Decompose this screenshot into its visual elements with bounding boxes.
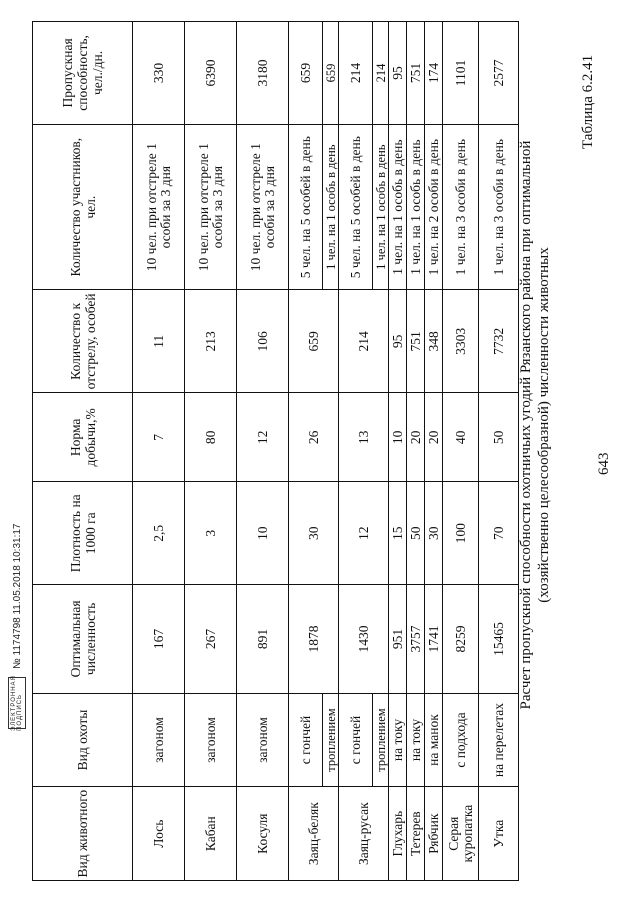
cell-animal: Заяц-беляк (289, 787, 339, 881)
cell-animal: Серая куропатка (443, 787, 479, 881)
cell-norm: 10 (389, 393, 407, 482)
cell-quota: 213 (185, 290, 237, 393)
cell-optimal: 15465 (479, 585, 519, 694)
cell-quota: 214 (339, 290, 389, 393)
cell-capacity: 751 (407, 22, 425, 125)
table-row (289, 22, 323, 881)
cell-participants: 1 чел. на 3 особи в день (443, 124, 479, 290)
cell-participants: 5 чел. на 5 особей в день (289, 124, 323, 290)
cell-norm: 80 (185, 393, 237, 482)
cell-capacity: 6390 (185, 22, 237, 125)
cell-norm: 7 (133, 393, 185, 482)
cell-animal: Рябчик (425, 787, 443, 881)
cell-quota: 3303 (443, 290, 479, 393)
cell-capacity: 214 (373, 22, 389, 125)
heading-line-2: (хозяйственно целесообразной) численности животных (536, 247, 552, 603)
cell-quota: 95 (389, 290, 407, 393)
cell-optimal: 8259 (443, 585, 479, 694)
cell-capacity: 95 (389, 22, 407, 125)
cell-hunt: на манок (425, 693, 443, 787)
table-row (185, 22, 237, 881)
cell-quota: 659 (289, 290, 339, 393)
cell-density: 30 (289, 482, 339, 585)
cell-hunt: троплением (373, 693, 389, 787)
page-number: 643 (596, 452, 612, 475)
cell-density: 30 (425, 482, 443, 585)
cell-density: 12 (339, 482, 389, 585)
header-density: Плотность на 1000 га (33, 482, 133, 585)
cell-capacity: 659 (289, 22, 323, 125)
cell-participants: 10 чел. при отстреле 1 особи за 3 дня (237, 124, 289, 290)
stamp-icon (8, 677, 26, 729)
cell-hunt: с подхода (443, 693, 479, 787)
cell-norm: 40 (443, 393, 479, 482)
table-row (237, 22, 289, 881)
cell-hunt: загоном (185, 693, 237, 787)
cell-density: 70 (479, 482, 519, 585)
cell-norm: 20 (425, 393, 443, 482)
header-capacity: Пропускная способность, чел./дн. (33, 22, 133, 125)
cell-hunt: с гончей (339, 693, 373, 787)
cell-animal: Глухарь (389, 787, 407, 881)
cell-quota: 7732 (479, 290, 519, 393)
cell-density: 2,5 (133, 482, 185, 585)
cell-quota: 348 (425, 290, 443, 393)
cell-animal: Тетерев (407, 787, 425, 881)
cell-animal: Заяц-русак (339, 787, 389, 881)
cell-participants: 10 чел. при отстреле 1 особи за 3 дня (133, 124, 185, 290)
cell-hunt: на перелетах (479, 693, 519, 787)
table-row (479, 22, 519, 881)
cell-density: 3 (185, 482, 237, 585)
cell-capacity: 214 (339, 22, 373, 125)
cell-hunt: троплением (323, 693, 339, 787)
header-hunt-type: Вид охоты (33, 693, 133, 787)
header-animal: Вид животного (33, 787, 133, 881)
header-optimal: Оптимальная численность (33, 585, 133, 694)
cell-participants: 5 чел. на 5 особей в день (339, 124, 373, 290)
header-participants: Количество участников, чел. (33, 124, 133, 290)
cell-norm: 50 (479, 393, 519, 482)
cell-quota: 11 (133, 290, 185, 393)
table-label: Таблица 6.2.41 (580, 54, 596, 149)
cell-capacity: 174 (425, 22, 443, 125)
table-row (443, 22, 479, 881)
cell-participants: 10 чел. при отстреле 1 особи за 3 дня (185, 124, 237, 290)
table-row (425, 22, 443, 881)
cell-hunt: загоном (237, 693, 289, 787)
cell-optimal: 1741 (425, 585, 443, 694)
cell-participants: 1 чел. на 3 особи в день (479, 124, 519, 290)
certificate-number: № 1174798 11.05.2018 10:31:17 (11, 523, 23, 669)
cell-participants: 1 чел. на 1 особь в день (407, 124, 425, 290)
header-norm: Норма добычи,% (33, 393, 133, 482)
cell-hunt: загоном (133, 693, 185, 787)
cell-capacity: 330 (133, 22, 185, 125)
cell-participants: 1 чел. на 1 особь в день (373, 124, 389, 290)
cell-animal: Утка (479, 787, 519, 881)
cell-animal: Кабан (185, 787, 237, 881)
cell-hunt: на току (407, 693, 425, 787)
capacity-table (32, 21, 519, 881)
cell-animal: Косуля (237, 787, 289, 881)
certificate-line (8, 524, 26, 729)
cell-optimal: 891 (237, 585, 289, 694)
cell-capacity: 2577 (479, 22, 519, 125)
cell-density: 15 (389, 482, 407, 585)
cell-optimal: 3757 (407, 585, 425, 694)
cell-participants: 1 чел. на 1 особь в день (389, 124, 407, 290)
cell-participants: 1 чел. на 2 особи в день (425, 124, 443, 290)
header-row (33, 22, 133, 881)
cell-hunt: на току (389, 693, 407, 787)
cell-capacity: 1101 (443, 22, 479, 125)
cell-animal: Лось (133, 787, 185, 881)
cell-norm: 26 (289, 393, 339, 482)
cell-norm: 12 (237, 393, 289, 482)
cell-density: 100 (443, 482, 479, 585)
cell-quota: 751 (407, 290, 425, 393)
table-heading (517, 45, 553, 805)
table-row (407, 22, 425, 881)
cell-optimal: 167 (133, 585, 185, 694)
cell-norm: 20 (407, 393, 425, 482)
cell-capacity: 3180 (237, 22, 289, 125)
table-row (133, 22, 185, 881)
cell-hunt: с гончей (289, 693, 323, 787)
stamp-text: ЭЛЕКТРОННАЯ ПОДПИСЬ (11, 675, 23, 731)
cell-quota: 106 (237, 290, 289, 393)
cell-norm: 13 (339, 393, 389, 482)
cell-optimal: 1878 (289, 585, 339, 694)
header-quota: Количество к отстрелу, особей (33, 290, 133, 393)
cell-capacity: 659 (323, 22, 339, 125)
cell-density: 10 (237, 482, 289, 585)
cell-density: 50 (407, 482, 425, 585)
table-row (389, 22, 407, 881)
heading-line-1: Расчет пропускной способности охотничьих угодий Рязанского района при оптимальной (518, 140, 534, 710)
cell-optimal: 1430 (339, 585, 389, 694)
table-row (339, 22, 373, 881)
cell-optimal: 951 (389, 585, 407, 694)
cell-optimal: 267 (185, 585, 237, 694)
cell-participants: 1 чел. на 1 особь в день (323, 124, 339, 290)
